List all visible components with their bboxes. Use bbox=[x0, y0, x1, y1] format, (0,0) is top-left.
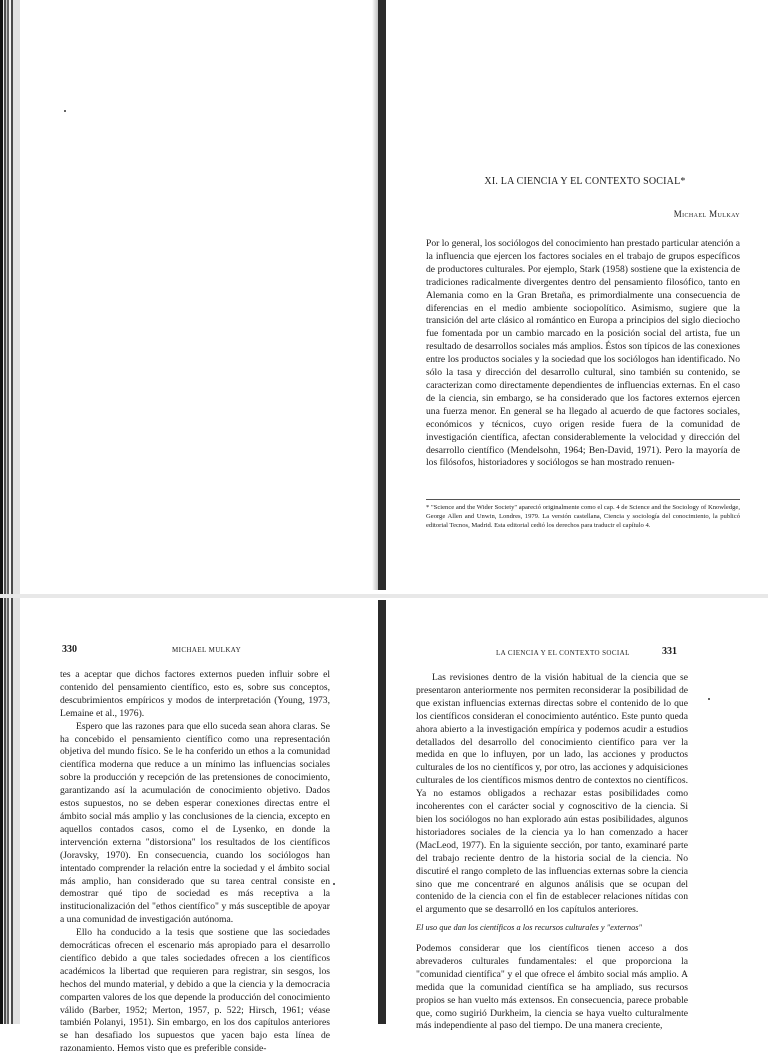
running-title-right: LA CIENCIA Y EL CONTEXTO SOCIAL bbox=[496, 649, 630, 657]
page-330-text bbox=[60, 669, 330, 1056]
scan-speck bbox=[333, 883, 335, 885]
book-gutter-top bbox=[378, 0, 386, 590]
chapter-title: XI. LA CIENCIA Y EL CONTEXTO SOCIAL* bbox=[484, 176, 686, 187]
scan-speck bbox=[708, 698, 710, 700]
paragraph: Podemos considerar que los científicos tienen acceso a dos abrevaderos culturales fundamentales: el que proporciona la "comunidad científica" y el que ofrece el ámbito social más amplio. A medida que la comunidad científica se ha ampliado, sus recursos propios se han vuelto más extensos. En consecuencia, parece probable que, como sugirió Durkheim, la ciencia se haya vuelto culturalmente más independiente al paso del tiempo. De una manera creciente, bbox=[416, 943, 688, 1032]
paragraph: tes a aceptar que dichos factores externos pueden influir sobre el contenido del pensamiento científico, esto es, sobre sus conceptos, descubrimientos empíricos y modos de interpretación (Young, 1973, Lemaine et al., 1976). bbox=[60, 669, 330, 719]
paragraph: Espero que las razones para que ello suceda sean ahora claras. Se ha concebido el pensamiento científico como una representación objetiva del mundo físico. Se le ha conferido un ethos a la comunidad científica moderna que reduce a un mínimo las influencias sociales sobre la producción y recepción de las pretensiones de conocimiento, garantizando así la acumulación de conocimiento objetivo. Dados estos supuestos, no se deben esperar conexiones directas entre el ámbito social más amplio y las conclusiones de la ciencia, excepto en aquellos contados casos, como el de Lysenko, en donde la intervención externa "distorsiona" los resultados de los científicos (Joravsky, 1970). En consecuencia, cuando los sociólogos han intentado comprender la relación entre la sociedad y el ámbito social más amplio, han considerado que su tarea central consiste en demostrar qué tipo de sociedad es más receptiva a la institucionalización del "ethos científico" y más susceptible de apoyar a una comunidad de investigación autónoma. bbox=[60, 720, 330, 926]
scan-speck bbox=[64, 110, 66, 112]
paragraph: Las revisiones dentro de la visión habitual de la ciencia que se presentaron anteriormente nos permiten reconsiderar la posibilidad de que existan influencias externas directas sobre el contenido de lo que los científicos consideran el conocimiento auténtico. Este punto queda ahora abierto a la investigación empírica y podemos acudir a estudios detallados del desarrollo del conocimiento científico para ver la medida en que lo influyen, por un lado, las acciones y productos culturales de los no científicos y, por otro, las acciones y adquisiciones culturales de los científicos mismos dentro de contextos no científicos. Ya no estamos obligados a rechazar estas posibilidades como incoherentes con el carácter social y cognoscitivo de la ciencia. Si bien los sociólogos no han explorado aún estas posibilidades, algunos historiadores sociales de la ciencia ya lo han comenzado a hacer (MacLeod, 1977). En la siguiente sección, por tanto, examinaré parte del trabajo reciente dentro de la historia social de la ciencia. No discutiré el rango completo de las influencias externas sobre la ciencia sino que me concentraré en algunos análisis que se ocupan del contenido de la ciencia con el fin de establecer relaciones nítidas con el argumento que se desarrolló en los capítulos anteriores. bbox=[416, 672, 688, 916]
running-title-left: MICHAEL MULKAY bbox=[172, 646, 242, 654]
footnote: * "Science and the Wider Society" apareció originalmente como el cap. 4 de Science and the Sociology of Knowledge, George Allen and Unwin, Londres, 1979. La versión castellana, Ciencia y sociología del conocimiento, la publicó editorial Tecnos, Madrid. Esta editorial cedió los derechos para traducir el capítulo 4. bbox=[426, 504, 740, 529]
chapter-author: Michael Mulkay bbox=[673, 209, 740, 219]
page-number-right: 331 bbox=[662, 646, 677, 657]
scan-page-divider bbox=[0, 594, 768, 598]
section-heading: El uso que dan los científicos a los recursos culturales y "externos" bbox=[416, 923, 643, 932]
scan-left-border bbox=[0, 0, 3, 1024]
section-text bbox=[416, 943, 688, 1033]
page-number-left: 330 bbox=[62, 644, 77, 655]
paragraph: Ello ha conducido a la tesis que sostiene que las sociedades democráticas ofrecen el escenario más apropiado para el desarrollo científico debido a que tales sociedades ofrecen a los científicos académicos la libertad que requieren para registrar, sin sesgos, los hechos del mundo material, y debido a que la ciencia y la democracia comparten valores de los que depende la producción del conocimiento válido (Barber, 1952; Merton, 1957, p. 522; Hirsch, 1961; véase también Polanyi, 1951). Sin embargo, en los dos capítulos anteriores se han desafiado los supuestos que yacen bajo esta línea de razonamiento. Hemos visto que es preferible conside- bbox=[60, 927, 330, 1055]
page-331-text bbox=[416, 672, 688, 917]
scan-binding-edge bbox=[0, 0, 20, 1024]
chapter-intro-text bbox=[426, 238, 740, 470]
book-gutter-bottom bbox=[378, 600, 386, 1024]
paragraph: Por lo general, los sociólogos del conocimiento han prestado particular atención a la influencia que ejercen los factores sociales en el trabajo de grupos específicos de productores culturales. Por ejemplo, Stark (1958) sostiene que la existencia de tradiciones radicalmente divergentes dentro del pensamiento filosófico, tanto en Alemania como en la Gran Bretaña, es primordialmente una consecuencia de diferencias en el medio ambiente sociopolítico. Asimismo, sugiere que la transición del arte clásico al romántico en Europa a principios del siglo dieciocho fue fomentada por un cambio marcado en la posición social del artista, fue un resultado de desarrollos sociales más amplios. Éstos son típicos de las conexiones entre los productos sociales y la sociedad que los sociólogos han identificado. No sólo la tasa y dirección del desarrollo cultural, sino también su contenido, se caracterizan como directamente dependientes de influencias externas. En el caso de la ciencia, sin embargo, se ha considerado que los factores externos ejercen una fuerza menor. En general se ha llegado al acuerdo de que factores sociales, económicos y técnicos, cuyo origen reside fuera de la comunidad de investigación científica, afectan considerablemente la velocidad y dirección del desarrollo científico (Mendelsohn, 1964; Ben-David, 1971). Pero la mayoría de los filósofos, historiadores y sociólogos se han mostrado renuen- bbox=[426, 238, 740, 469]
